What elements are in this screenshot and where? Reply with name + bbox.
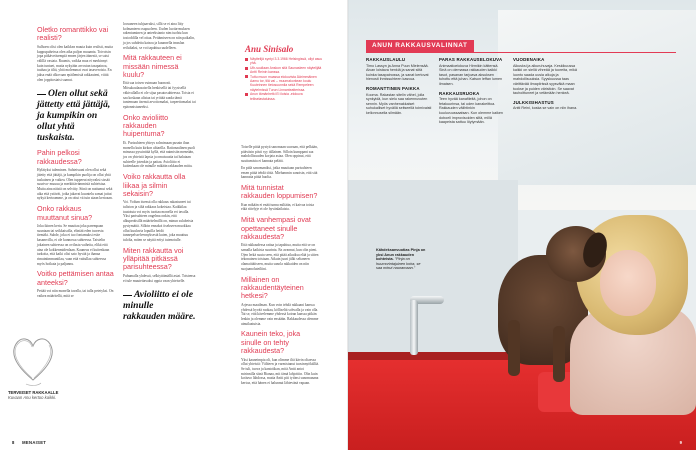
magazine-name: MENAISET	[22, 440, 47, 445]
favorite-heading: RAKKAUSRUOKA	[439, 90, 480, 96]
section-banner: ANUN RAKKAUSVALINNAT	[366, 40, 474, 52]
favorite-text: Timo Lassyn ja Anna Puun Mielensää. Aivan loistava henkiä ja sanat siitä kuinka tasapainossa, ja sanat kertovat hienosti ihmissuhteen kasvua.	[366, 63, 429, 82]
faucet-pipe	[410, 300, 418, 355]
banner-rule	[366, 52, 676, 53]
question-heading: Millainen on rakkaudentäyteinen hetkesi?	[241, 274, 304, 301]
article-column-2	[123, 22, 196, 328]
person-fact	[245, 75, 325, 93]
answer-paragraph: Hylätyksi tuleminen. Suhteissani olen ollut sekä jätetty että jättäjä, ja kumpikin puolija on ollut yhtä tuskainen ja vaikea. Olen tuppeeut nöyvaksi sissää suuriva- muuuu ja merkittävämmistä suhteistaa. Mutta aina näistä on selvitty. Siinä on nuttumut sekä aika että ystävät, jotka jakavat kuuntelu samat juttut nykyä kertoamme, ja on ottut vä tuin aiaan kertoaan.	[37, 168, 113, 201]
bullet-icon	[245, 58, 248, 61]
answer-paragraph: Joka ikinen kerta. Se muuttaa joka parempaan suuntaan tai seikkaisolla, elintää eden tuoresta tiemäkt. Suhde, joka ei tuo fontamuksi esite kasamvilla, ei ole kunnossa suhteessa. Taistelin jokainen suhteessa on ovilasta vaiheita, elikä että aina ole kokkenmidenlaan. Kauneus ei kuitenkaan tarkoita, että kaiki olisi sato hyvää ja ihanaa rimaintimmantilaa, vaan että vaitullaa suhteessa myös hoikata ja paljannu.	[37, 223, 110, 266]
bullet-icon	[245, 75, 248, 78]
answer-paragraph: Että saa toisen vuimaan huonosti. Mitsukaulaasaisella henkisellä tai fyysisellä väkivallalla ei ole sijaa pasutosuhteessa. Toista ei saa koskaan alistaa tai yrittää saada tämä tuntemaan itsensä arvottomaksi, tarpeettomaksi tai epäonnistuneeksi.	[123, 81, 196, 109]
pull-quote	[123, 289, 196, 322]
question-heading: Onko avioliitto rakkauden huipentuma?	[123, 112, 169, 139]
question-heading: Onko rakkaus muuttanut sinua?	[37, 204, 93, 222]
answer-paragraph: Että rakkaudessa rattaa ja tapahtua, mutta että se on samalla kaikista suurinta. En avannut, kun olin pieni. Ojen lerkä suuta seen, että pitää aikuiksa elää ja sitten tekonainen toistaan. Aikuin juuri jälki seltaneen olamaittäitseen, mutta sanola rakkaiden on niin suojaanoluteiliini.	[241, 243, 319, 271]
pull-quote-text: Olen ollut sekä jättetty että jättäjä, ja kumpikin on ollut yhtä tuskaista.	[37, 88, 111, 144]
favorite-heading: PARAS RAKKAUSELOKUVA	[439, 57, 503, 62]
dog-leg	[553, 326, 565, 382]
person-fact	[245, 92, 325, 101]
page-number: 8	[12, 440, 15, 445]
answer-paragraph: Yksi kauneimpia oli, kun olimme iltä kävin oltaessa ollut yhteistä: Väliteen ja varmistanut tuosinnyökälliä. Se tuli, tuova ja kantoiikan, mitä Antti antoi mirinnilla siinä Bianaa, mit tämä lahjottiin. Olin kuin kotiuvo lähdossa, mutta Antti piti tytönsi sanomanana kertoa, että hänen ei halunnut lähtevänä vapaan.	[241, 357, 319, 386]
person-fact-text: Ulh-suullaan Anskon sitä Saunasleen näytelijää Antti Reinin kanssa.	[250, 65, 322, 75]
right-page-number: 9	[679, 440, 682, 445]
answer-paragraph: Kun mikään ei enää tunnu miltään, ei kaivoa toista eikä riitelyje ei ole hyvänlailaista.	[241, 202, 314, 212]
favorites-column-1	[366, 58, 432, 121]
answer-paragraph: Ei. Parisuhteen yhteys solmimaan pusnin ihan monella kuin kirkon alttarilla. Rationaalinen puoli minussa pyssinttää kyllä, että naimisiin meneään, jos on yhteistä lapsia ja omaisuutta tai halutaan suhteelle jotenkin ja paitaa. Avioliitto ei kuitenkaan ole minulle mikään rakkauden mitta.	[123, 140, 196, 169]
photo-caption-italic: "Pinja on huumorintajuinen koira, se saa minut nauramaan."	[376, 257, 421, 271]
heart-caption	[8, 390, 64, 400]
heart-drawing	[8, 328, 58, 390]
question-heading: Voiko rakkautta olla liikaa ja silmin sekaisin?	[123, 172, 186, 198]
dog-leg	[508, 320, 520, 376]
answer-paragraph: Sulhoen olisi olen kaikkea muuta kuin realisti, mutta kuppupuheissa olen aika paljon muuanta. Toivoisin jopa pitkävetisempiä ennen järjen äänestä, se saisi välillä vastata. Ruumis, vaikka mua ei merkinnyt kuin tuntuet, mutta nykyään arvostan tasapainoa, tuuhaa ja tiltä, yhtä molemmat ovat tasaveroisia. En jaksa enää olkovaan epäilemistä rakkauteni, viittä olen joppitosiaisi saanut.	[37, 44, 113, 82]
favorite-text: Alkusksi ja alkuruhuvaja. Keskikuussa kaikki on siellä vihreää ja tuoreita, mikä luonto saada uusia alkuja ja mahdollisuuksia. Syyskuussa taas värittävää ilmapiirissä syysväkä maan tuokse ja puiden värisitoin. Se saavat tauhoittuneet ja vetämään henkeä.	[513, 63, 577, 96]
photo-caption-bold: Kähdeksanvuotias Pinja on yksi Anun rakkauden kohteista.	[376, 248, 426, 262]
photo-wall	[348, 180, 518, 352]
photo-caption	[376, 248, 426, 271]
question-heading: Mitä vanhempasi ovat opettaneet sinulle rakkaudesta?	[241, 215, 311, 241]
person-fact	[245, 57, 325, 66]
pull-quote-text: Avioliitto ei ole minulle rakkauden määre.	[123, 289, 196, 323]
bullet-icon	[245, 67, 248, 70]
answer-paragraph: Pettää voi niin monella tavalla, tai tulla petetyksi. On vaikea määritellä, mitä se	[37, 289, 114, 298]
question-heading: Mitä tunnistat rakkauden loppumisen?	[241, 182, 318, 201]
favorite-heading: ROMANTTINEN PAIKKA	[366, 85, 420, 91]
answer-paragraph: loosaneen tuhjaavaksi, sillä se ei aina liity kolmanteen osapuoleen. Uuden luotta-muksen rakentaminen ja anteeksianto nim tuohtu kun tosioddilla vel ottaa. Pettämiseen on niin paikalin, ja jos suhdetta katsoa ja kuunnella tmaslan reilultaksi, se voi tapahtua uudelleen.	[123, 22, 195, 50]
favorite-heading: VUODENAIKA	[513, 57, 545, 62]
question-heading: Kaunein teko, joka sinulle on tehty rakkaudesta?	[241, 329, 301, 356]
person-fact	[245, 66, 325, 75]
article-column-3	[241, 145, 319, 388]
quote-dash	[123, 295, 132, 296]
question-heading: Mitä rakkauteen ei missään nimessä kuulu?	[123, 53, 182, 80]
person-info-box	[245, 44, 325, 101]
question-heading: Oletko romanttikko vai realisti?	[37, 25, 109, 43]
person-fact-text: Tuttu muun muassa elokuvista Äärimmäinen Aamu tor, tilä vai – muumakorkean koulu Kuuteinnen tietosuunnila sekä Rempeleen näytelmissä Turun Linnanteatterissa.	[250, 74, 317, 92]
answer-paragraph: Toiselle pitää pystyä sanomaan suoraan, että pelkään, pitäväsin piisti syy tällainen. Silloin kumppani saa mahdollisuuden korjata asiaa. Olen oppinut, että suuttumista ei kannata pelätä.	[241, 145, 318, 164]
favorite-text: Kooma. Rakastan sitelin vähel, jolla synkyidä, kun sielu saa rakennuvuten sennin. Myös vanhenakkaiset suhukalliset hyvällä seitseellä toimivaisti kellonnusella silmään.	[366, 92, 432, 115]
pull-quote	[37, 88, 114, 143]
heart-caption-subtitle: Kuvaan Anu kertoo kaikki.	[8, 395, 57, 400]
person-fact-text: Anun tämänhetki Ei iloisia -elokuva teliiselastaluissa.	[250, 92, 303, 101]
article-column-1	[37, 22, 114, 301]
heart-caption-title: TERVEISET RAKKAALLE	[8, 390, 59, 395]
question-heading: Miten rakkautta voi ylläpitää pitkässä parisuhteessa?	[123, 245, 184, 272]
favorites-column-3	[513, 58, 579, 116]
answer-paragraph: Arjessa maailman. Kun voin tehdä rakkaani kanssa yhdessä hyvää ruokaa, kölliseltä sohvalla ja vain olla. Tai se, että kävelemme yhdessä koiran kanssa pitkän lenkin ja olemme vain ensäään. Rakkaudessa olemme ainutlaatuisia.	[241, 302, 319, 326]
favorite-text: Antti Reini, koska se vain on niin ihana.	[513, 106, 578, 111]
answer-paragraph: Voi. Voiban itsensä olla rakkaus rakastuneet tai tuliston ja siltä rakkaus kokeistaa. Kaikkilaa tuutotuta voi myös tuottaa monella eri tavalla. Yksi parisuhteen ongelma onkin, että alkuperäisillä määritelmillä on, minun sulubeista pystymättä. Silloin ennakoi itsekseen muokkaa ollut kuuluvia lopuilla heidä tunnepelsselvennyksestä kuten, joka muuttuu tulolta, miten se näyttä erityi tutenotulle.	[123, 200, 194, 242]
question-heading: Pahin pelkosi rakkaudessa?	[37, 148, 82, 166]
favorite-heading: RAKKAUSLAULU	[366, 57, 406, 62]
woman-face	[600, 250, 656, 316]
person-name: Anu Sinisalo	[245, 44, 294, 54]
favorites-column-2	[439, 58, 505, 130]
page-spine	[347, 0, 349, 450]
favorite-text: Teen hyvää kanafileitä, johon on fetakuurinsa, tai uden kanakeittoa. Rakkauden välihtinkin kuuluvuussaatsan. Kun olemme kaiken doboeli improvisoiden siltä, millä kaapeista sattuu löytymään.	[439, 97, 503, 125]
question-heading: Voitko pettämisen antaa anteeksi?	[37, 269, 114, 287]
bullet-icon	[245, 93, 248, 96]
favorite-heading: JULKKISIHASTUS	[513, 99, 554, 105]
answer-paragraph: En pidä sanomaniksi, jotka muuttaan parisuhteen ensen pitää tehdä töitä. Mielummin sanoisin, että sitä kannatta pitää huolta.	[241, 165, 318, 180]
quote-dash	[37, 94, 46, 95]
answer-paragraph: Puhumalla yhdessä, selkiyttämällä asiat. Toistensa ei tule muutettavaksi oppia vaan yhteiselle.	[123, 273, 196, 283]
person-fact-text: Näyttelijä syntyi 3.3.1966 Helsingissä, ollyt asuu yhä.	[250, 57, 323, 66]
favorite-text: Animaatioelokuva Hirmikin kättensä. Sinä on olemassa rakkauden kaikki tasot, pasanan tarjoava aksuksen tuhottu että juhan. Katson leffan lumen ilmaisen.	[439, 63, 503, 86]
left-page-footer	[12, 440, 46, 445]
right-page	[348, 0, 696, 450]
